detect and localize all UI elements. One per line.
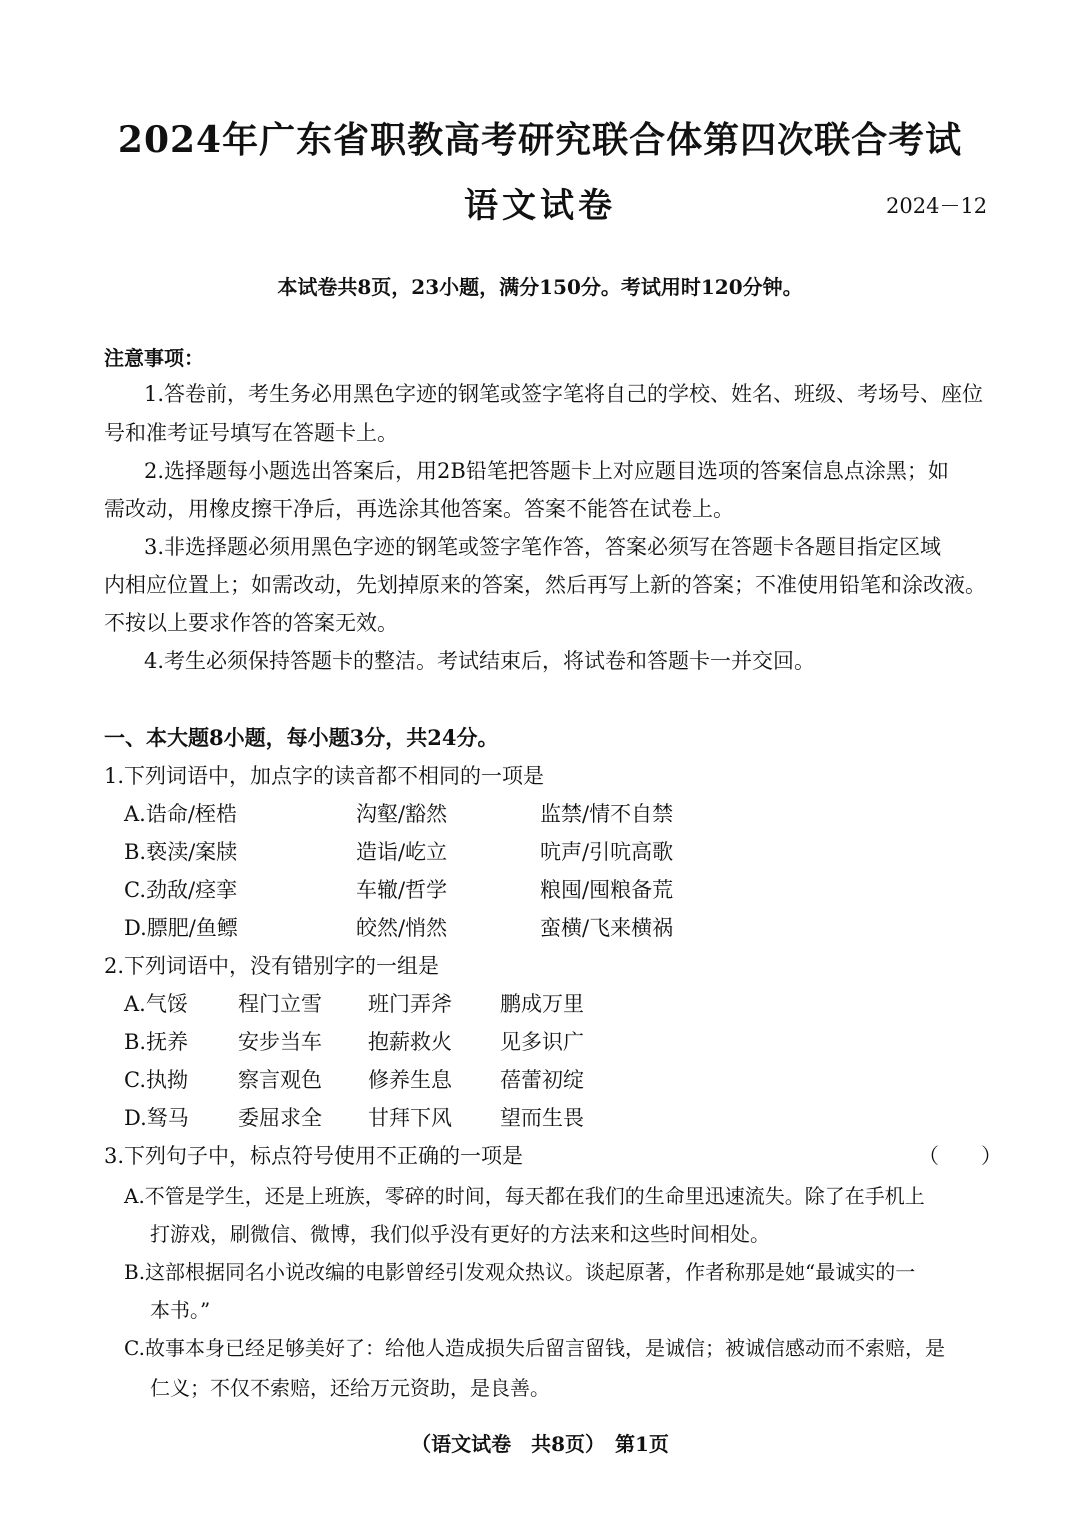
exam-subject: 语文试卷 — [464, 186, 616, 226]
q1-option-b-col2: 造诣/屹立 — [356, 840, 448, 864]
q3-option-a-line-1: A.不管是学生，还是上班族，零碎的时间，每天都在我们的生命里迅速流失。除了在手机上 — [124, 1184, 925, 1208]
question-2-stem: 2.下列词语中，没有错别字的一组是 — [104, 954, 440, 978]
q2-option-b-col2: 安步当车 — [238, 1030, 322, 1054]
q3-option-c-line-1: C.故事本身已经足够美好了：给他人造成损失后留言留钱，是诚信；被诚信感动而不索赔，是 — [124, 1336, 945, 1360]
q1-option-a-col2: 沟壑/豁然 — [356, 802, 448, 826]
notice-item-1-line-2: 号和准考证号填写在答题卡上。 — [104, 421, 398, 445]
q2-option-a-col3: 班门弄斧 — [368, 992, 452, 1016]
q2-option-c-col3: 修养生息 — [368, 1068, 452, 1092]
q3-option-b-line-1: B.这部根据同名小说改编的电影曾经引发观众热议。谈起原著，作者称那是她“最诚实的一 — [124, 1260, 916, 1284]
q1-option-c-col3: 粮囤/囤粮备荒 — [540, 878, 674, 902]
notice-item-2-line-1: 2.选择题每小题选出答案后，用2B铅笔把答题卡上对应题目选项的答案信息点涂黑；如 — [144, 459, 949, 483]
q2-option-c-col1: C.执拗 — [124, 1068, 188, 1092]
answer-bracket: （ ） — [918, 1144, 1002, 1168]
section-heading: 一、本大题8小题，每小题3分，共24分。 — [104, 725, 499, 750]
q2-option-a-col1: A.气馁 — [124, 992, 188, 1016]
q2-option-a-col4: 鹏成万里 — [500, 992, 584, 1016]
page-footer: （语文试卷 共8页） 第1页 — [411, 1432, 669, 1456]
q3-option-a-line-2: 打游戏，刷微信、微博，我们似乎没有更好的方法来和这些时间相处。 — [150, 1222, 770, 1246]
q1-option-b-col3: 吭声/引吭高歌 — [540, 840, 674, 864]
q3-option-b-line-2: 本书。” — [150, 1298, 211, 1322]
exam-info: 本试卷共8页，23小题，满分150分。考试用时120分钟。 — [277, 275, 803, 299]
q1-option-c-col2: 车辙/哲学 — [356, 878, 448, 902]
q2-option-b-col4: 见多识广 — [500, 1030, 584, 1054]
q3-option-c-line-2: 仁义；不仅不索赔，还给万元资助，是良善。 — [150, 1376, 550, 1400]
notice-item-3-line-1: 3.非选择题必须用黑色字迹的钢笔或签字笔作答，答案必须写在答题卡各题目指定区域 — [144, 535, 942, 559]
exam-title: 2024年广东省职教高考研究联合体第四次联合考试 — [117, 119, 963, 161]
notice-item-4-line-1: 4.考生必须保持答题卡的整洁。考试结束后，将试卷和答题卡一并交回。 — [144, 649, 816, 673]
notice-item-2-line-2: 需改动，用橡皮擦干净后，再选涂其他答案。答案不能答在试卷上。 — [104, 497, 734, 521]
notice-item-3-line-2: 内相应位置上；如需改动，先划掉原来的答案，然后再写上新的答案；不准使用铅笔和涂改液。 — [104, 573, 986, 597]
notice-item-1-line-1: 1.答卷前，考生务必用黑色字迹的钢笔或签字笔将自己的学校、姓名、班级、考场号、座位 — [144, 382, 984, 406]
notice-heading: 注意事项： — [104, 346, 204, 370]
exam-date: 2024－12 — [886, 194, 988, 218]
notice-item-3-line-3: 不按以上要求作答的答案无效。 — [104, 611, 398, 635]
q1-option-b-col1: B.亵渎/案牍 — [124, 840, 238, 864]
q2-option-d-col1: D.驽马 — [124, 1106, 189, 1130]
q1-option-a-col1: A.诰命/桎梏 — [124, 802, 237, 826]
q2-option-b-col1: B.抚养 — [124, 1030, 189, 1054]
q1-option-a-col3: 监禁/情不自禁 — [540, 802, 674, 826]
q1-option-d-col1: D.膘肥/鱼鳔 — [124, 916, 238, 940]
q1-option-c-col1: C.劲敌/痉挛 — [124, 878, 238, 902]
q2-option-b-col3: 抱薪救火 — [368, 1030, 452, 1054]
q2-option-a-col2: 程门立雪 — [238, 992, 322, 1016]
q1-option-d-col3: 蛮横/飞来横祸 — [540, 916, 674, 940]
q2-option-d-col4: 望而生畏 — [500, 1106, 584, 1130]
q1-option-d-col2: 皎然/悄然 — [356, 916, 448, 940]
q2-option-d-col2: 委屈求全 — [238, 1106, 322, 1130]
q2-option-c-col4: 蓓蕾初绽 — [500, 1068, 584, 1092]
q2-option-c-col2: 察言观色 — [238, 1068, 322, 1092]
q2-option-d-col3: 甘拜下风 — [368, 1106, 452, 1130]
question-3-stem: 3.下列句子中，标点符号使用不正确的一项是 — [104, 1144, 524, 1168]
question-1-stem: 1.下列词语中，加点字的读音都不相同的一项是 — [104, 764, 545, 788]
